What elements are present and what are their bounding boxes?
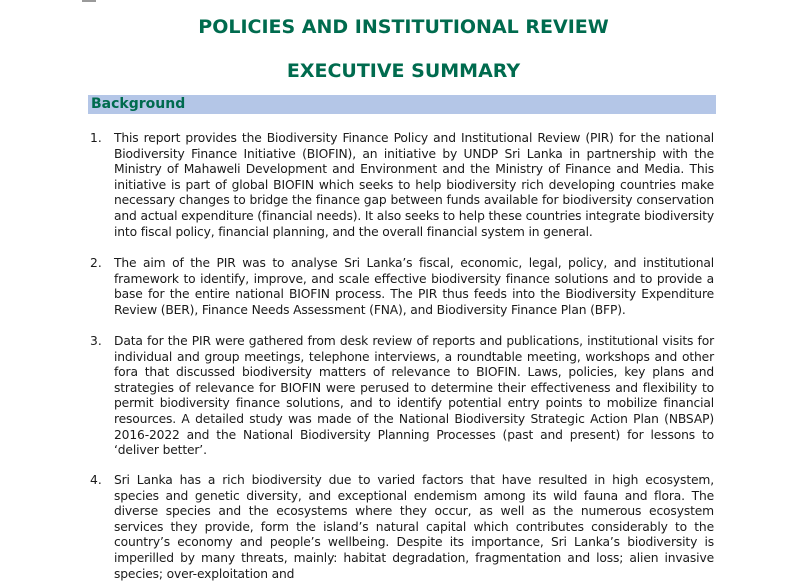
page-corner-mark (82, 0, 96, 2)
paragraph-number: 3. (90, 334, 102, 348)
paragraph-number: 2. (90, 256, 102, 270)
section-heading-bar (88, 95, 716, 114)
paragraph-text: This report provides the Biodiversity Finance Policy and Institutional Review (PIR) for the national Biodiversity Finance Initiative (BIOFIN), an initiative by UNDP Sri Lanka in partnership with the Ministry of Mahaweli Development and Environment and the Ministry of Finance and Media. This initiative is part of global BIOFIN which seeks to help biodiversity rich developing countries make necessary changes to bridge the finance gap between funds available for biodiversity conservation and actual expenditure (financial needs). It also seeks to help these countries integrate biodiversity into fiscal policy, financial planning, and the overall financial system in general. (114, 131, 714, 239)
paragraph-text: The aim of the PIR was to analyse Sri Lanka’s fiscal, economic, legal, policy, and institutional framework to identify, improve, and scale effective biodiversity finance solutions and to provide a base for the entire national BIOFIN process. The PIR thus feeds into the Biodiversity Expenditure Review (BER), Finance Needs Assessment (FNA), and Biodiversity Finance Plan (BFP). (114, 256, 714, 317)
document-title: POLICIES AND INSTITUTIONAL REVIEW (198, 16, 609, 38)
paragraph-text: Data for the PIR were gathered from desk review of reports and publications, institutional visits for individual and group meetings, telephone interviews, a roundtable meeting, workshops and other fora that discussed biodiversity matters of relevance to BIOFIN. Laws, policies, key plans and strategies of relevance for BIOFIN were perused to determine their effectiveness and flexibility to permit biodiversity finance solutions, and to identify potential entry points to mobilize financial resources. A detailed study was made of the National Biodiversity Strategic Action Plan (NBSAP) 2016-2022 and the National Biodiversity Planning Processes (past and present) for lessons to ‘deliver better’. (114, 334, 714, 458)
section-heading: Background (91, 96, 186, 112)
paragraph-text: Sri Lanka has a rich biodiversity due to varied factors that have resulted in high ecosystem, species and genetic diversity, and exceptional endemism among its wild fauna and flora. The diverse species and the ecosystems where they occur, as well as the numerous ecosystem services they provide, form the island’s natural capital which contributes considerably to the country’s economy and people’s wellbeing. Despite its importance, Sri Lanka’s biodiversity is imperilled by many threats, mainly: habitat degradation, fragmentation and loss; alien invasive species; over-exploitation and (114, 473, 714, 581)
paragraph-number: 1. (90, 131, 102, 145)
paragraph-number: 4. (90, 473, 102, 487)
document-subtitle: EXECUTIVE SUMMARY (286, 60, 521, 82)
